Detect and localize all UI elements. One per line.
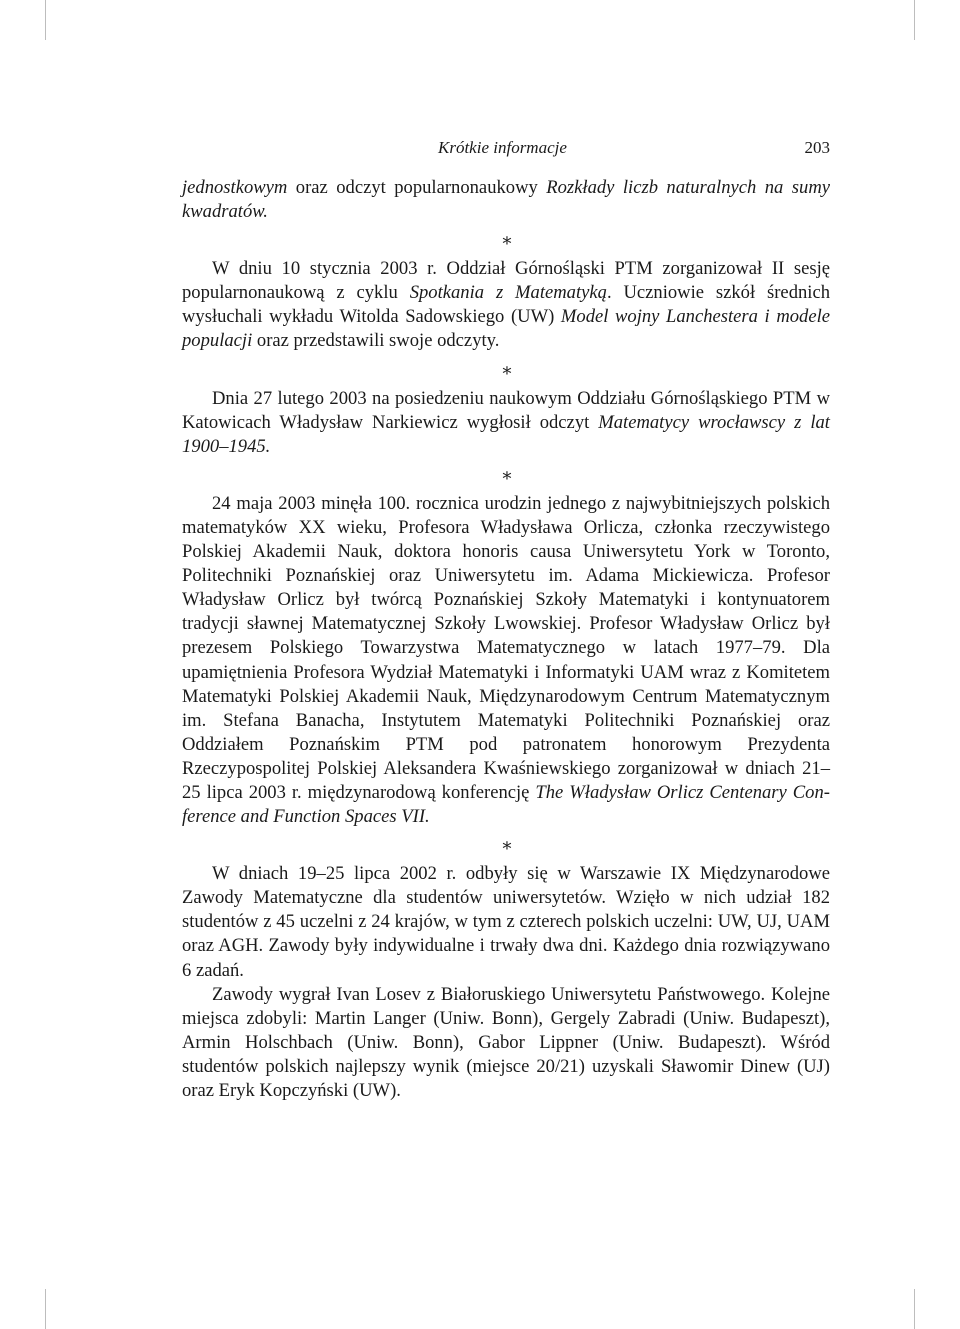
crop-mark-bottom-left	[45, 1289, 46, 1329]
lecture-title: Matematycy wrocławscy z lat 1900–1945.	[182, 411, 830, 457]
page-body	[182, 176, 830, 1103]
paragraph-text: . Uczniowie szkół średnich wysłuchali wykładu Witolda Sadowskiego (UW)	[182, 282, 830, 328]
series-title: Spotkania z Matematyką	[409, 282, 607, 304]
crop-mark-top-left	[45, 0, 46, 40]
paragraph-text: W dniach 19–25 lipca 2002 r. odbyły się w Warszawie IX Międzynarodowe Zawody Matematyczne dla studentów uniwersytetów. Wzięło w nich udział 182 studentów z 45 uczelni z 24 krajów, w tym z czterech polskich uczelni: UW, UJ, UAM oraz AGH. Zawody były indywidualne i trwały dwa dni. Każdego dnia rozwiązywano 6 zadań.	[182, 863, 830, 981]
section-separator: ∗	[500, 230, 514, 251]
paragraph-text: Dnia 27 lutego 2003 na posiedzeniu naukowym Oddziału Górnośląskiego PTM w Katowicach Władysław Narkiewicz wygłosił odczyt	[182, 387, 830, 433]
conference-title: The Władysław Orlicz Centenary Conference and Function Spaces VII.	[182, 781, 830, 828]
section-separator: ∗	[500, 359, 514, 380]
paragraph-meeting-february	[182, 387, 830, 459]
page-header	[182, 138, 830, 162]
paragraph-text: Zawody wygrał Ivan Losev z Białoruskiego Uniwersytetu Państwowego. Kolejne miejsca zdobyli: Martin Langer (Uniw. Bonn), Gergely Zabradi (Uniw. Budapeszt), Armin Holschbach (Uniw. Bonn), Gabor Lippner (Uniw. Budapeszt). Wśród studentów polskich najlepszy wynik (miejsce 20/21) uzyskali Sławomir Dinew (UJ) oraz Eryk Kopczyński (UW).	[182, 983, 830, 1101]
paragraph-competition	[182, 862, 830, 982]
italic-term: jednostkowym	[182, 177, 288, 198]
lecture-title: Model wojny Lanchestera i modele populacji	[182, 306, 831, 352]
crop-mark-top-right	[914, 0, 915, 40]
paragraph-continuation	[182, 176, 830, 224]
paragraph-text: oraz przedstawili swoje odczyty.	[252, 330, 500, 352]
paragraph-session-january	[182, 257, 830, 353]
section-separator: ∗	[500, 464, 514, 485]
paragraph-orlicz-anniversary	[182, 492, 830, 829]
page-number: 203	[804, 138, 830, 157]
running-title: Krótkie informacje	[438, 138, 567, 157]
paragraph-text: oraz odczyt popularnonaukowy	[287, 177, 547, 198]
lecture-title: Rozkłady liczb naturalnych na sumy kwadratów.	[182, 177, 830, 223]
paragraph-text: 24 maja 2003 minęła 100. rocznica urodzin jednego z najwybitniejszych polskich matematyków XX wieku, Profesora Władysława Orlicza, członka rzeczywistego Polskiej Akademii Nauk, doktora honoris causa Uniwersytetu York w Toronto, Politechniki Poznańskiej oraz Uniwersytetu im. Adama Mickiewicza. Profesor Władysław Orlicz był twórcą Poznańskiej Szkoły Matematyki i kontynuatorem tradycji sławnej Matematycznej Szkoły Lwowskiej. Profesor Władysław Orlicz był prezesem Polskiego Towarzystwa Matematycznego w latach 1977–79. Dla upamiętnienia Profesora Wydział Matematyki i Informatyki UAM wraz z Komitetem Matematyki Polskiej Akademii Nauk, Międzynarodowym Centrum Matematycznym im. Stefana Banacha, Instytutem Matematyki Politechniki Poznańskiej oraz Oddziałem Poznańskim PTM pod patronatem honorowym Prezydenta Rzeczypospolitej Polskiej Aleksandera Kwaśniewskiego zorganizował w dniach 21–25 lipca 2003 r. międzynarodową konferencję	[182, 492, 830, 803]
crop-mark-bottom-right	[914, 1289, 915, 1329]
paragraph-text: W dniu 10 stycznia 2003 r. Oddział Górnośląski PTM zorganizował II sesję popularnonaukową z cyklu	[182, 258, 830, 304]
section-separator: ∗	[500, 835, 514, 856]
paragraph-competition-results	[182, 983, 830, 1103]
